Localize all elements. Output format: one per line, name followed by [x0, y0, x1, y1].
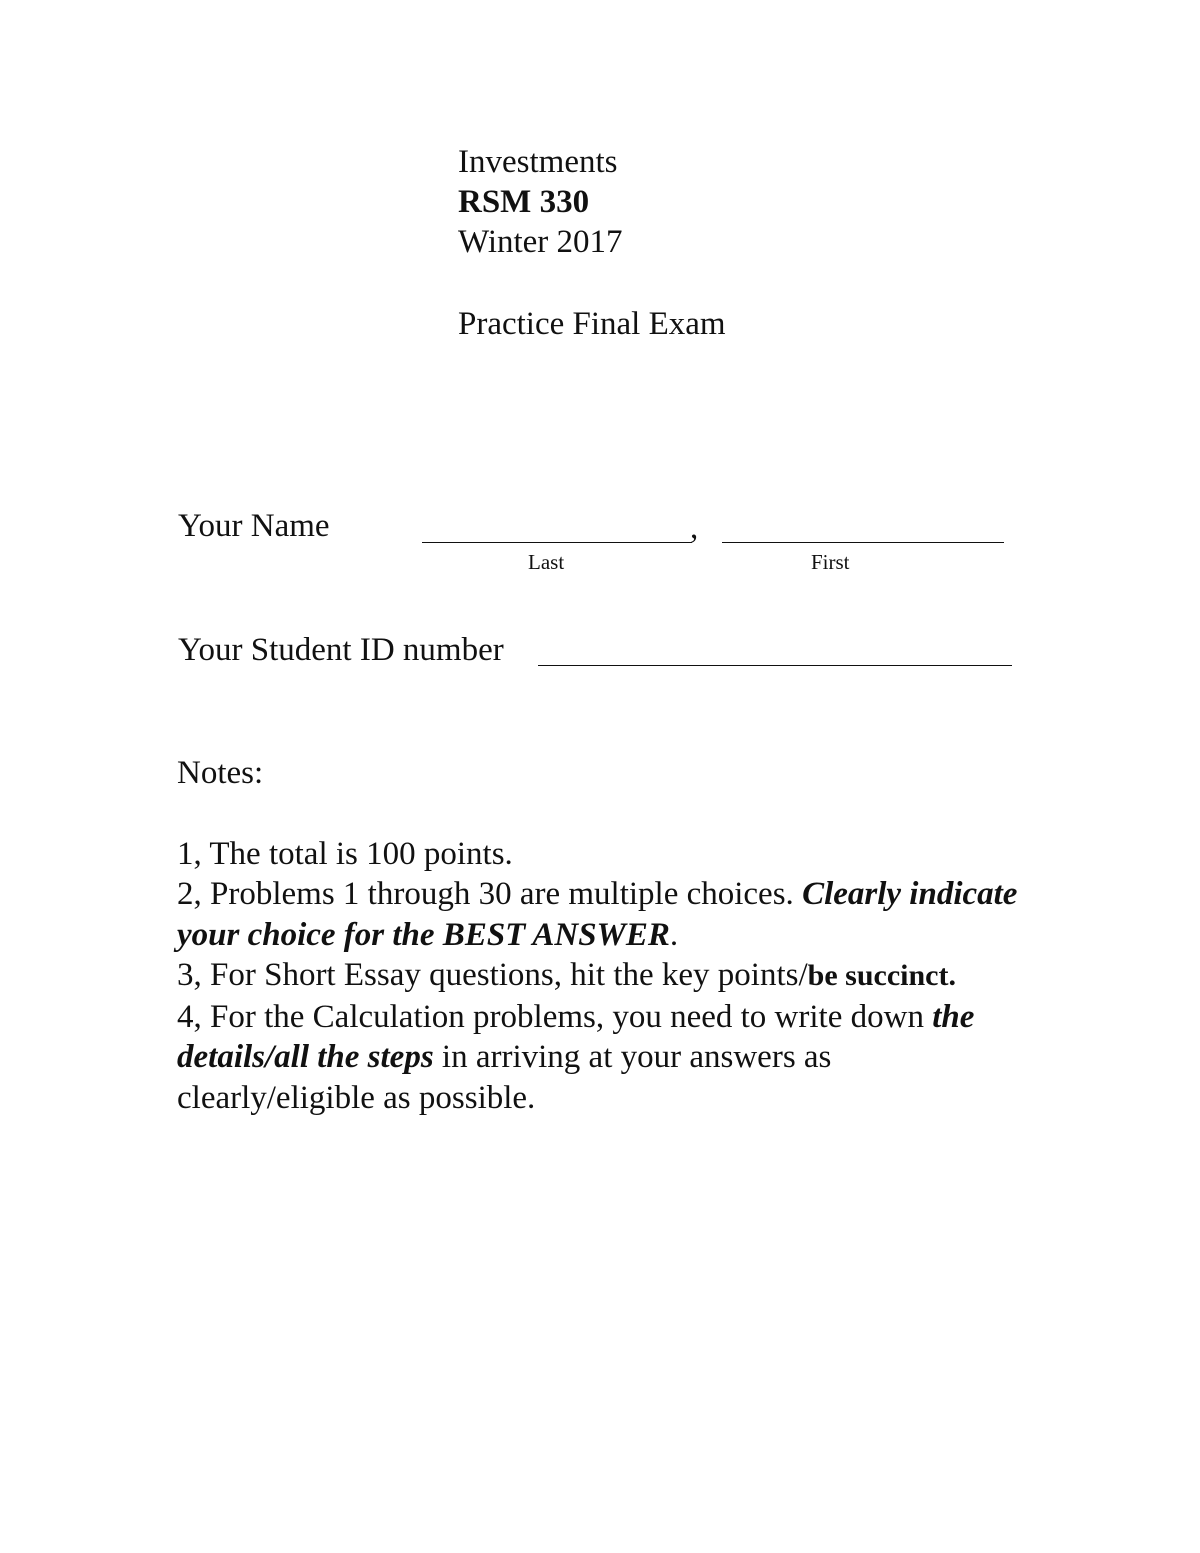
student-id-label: Your Student ID number — [178, 632, 504, 668]
note-item-3-bold: be succinct. — [807, 959, 956, 992]
note-item-2 — [177, 874, 1037, 955]
note-item-2-text: 2, Problems 1 through 30 are multiple choices. — [177, 876, 803, 912]
note-item-4-text: 4, For the Calculation problems, you need to write down — [177, 998, 933, 1035]
note-item-2-emphasis: Clearly indicate your choice for the BEST ANSWER — [177, 876, 1018, 953]
student-id-blank[interactable] — [538, 665, 1012, 666]
exam-title: Practice Final Exam — [458, 306, 726, 342]
name-separator: , — [690, 510, 699, 546]
first-name-caption: First — [811, 550, 850, 574]
note-item-2-end: . — [669, 916, 679, 953]
notes-section — [177, 753, 1037, 1118]
last-name-blank[interactable] — [422, 542, 692, 543]
note-item-1: 1, The total is 100 points. — [177, 835, 513, 872]
course-subject: Investments — [458, 144, 618, 180]
last-name-caption: Last — [528, 550, 565, 574]
name-label: Your Name — [178, 508, 330, 544]
note-item-3 — [177, 955, 1037, 997]
course-term: Winter 2017 — [458, 224, 623, 260]
course-code: RSM 330 — [458, 184, 590, 220]
note-item-4 — [177, 997, 1037, 1119]
note-item-3-text: 3, For Short Essay questions, hit the key points/ — [177, 957, 808, 993]
notes-heading: Notes: — [177, 755, 264, 791]
note-item-4-emphasis: the details/all the steps — [177, 998, 975, 1075]
course-header — [458, 142, 726, 344]
note-item-4-end: in arriving at your answers as clearly/eligible as possible. — [177, 1039, 832, 1116]
first-name-blank[interactable] — [722, 542, 1004, 543]
